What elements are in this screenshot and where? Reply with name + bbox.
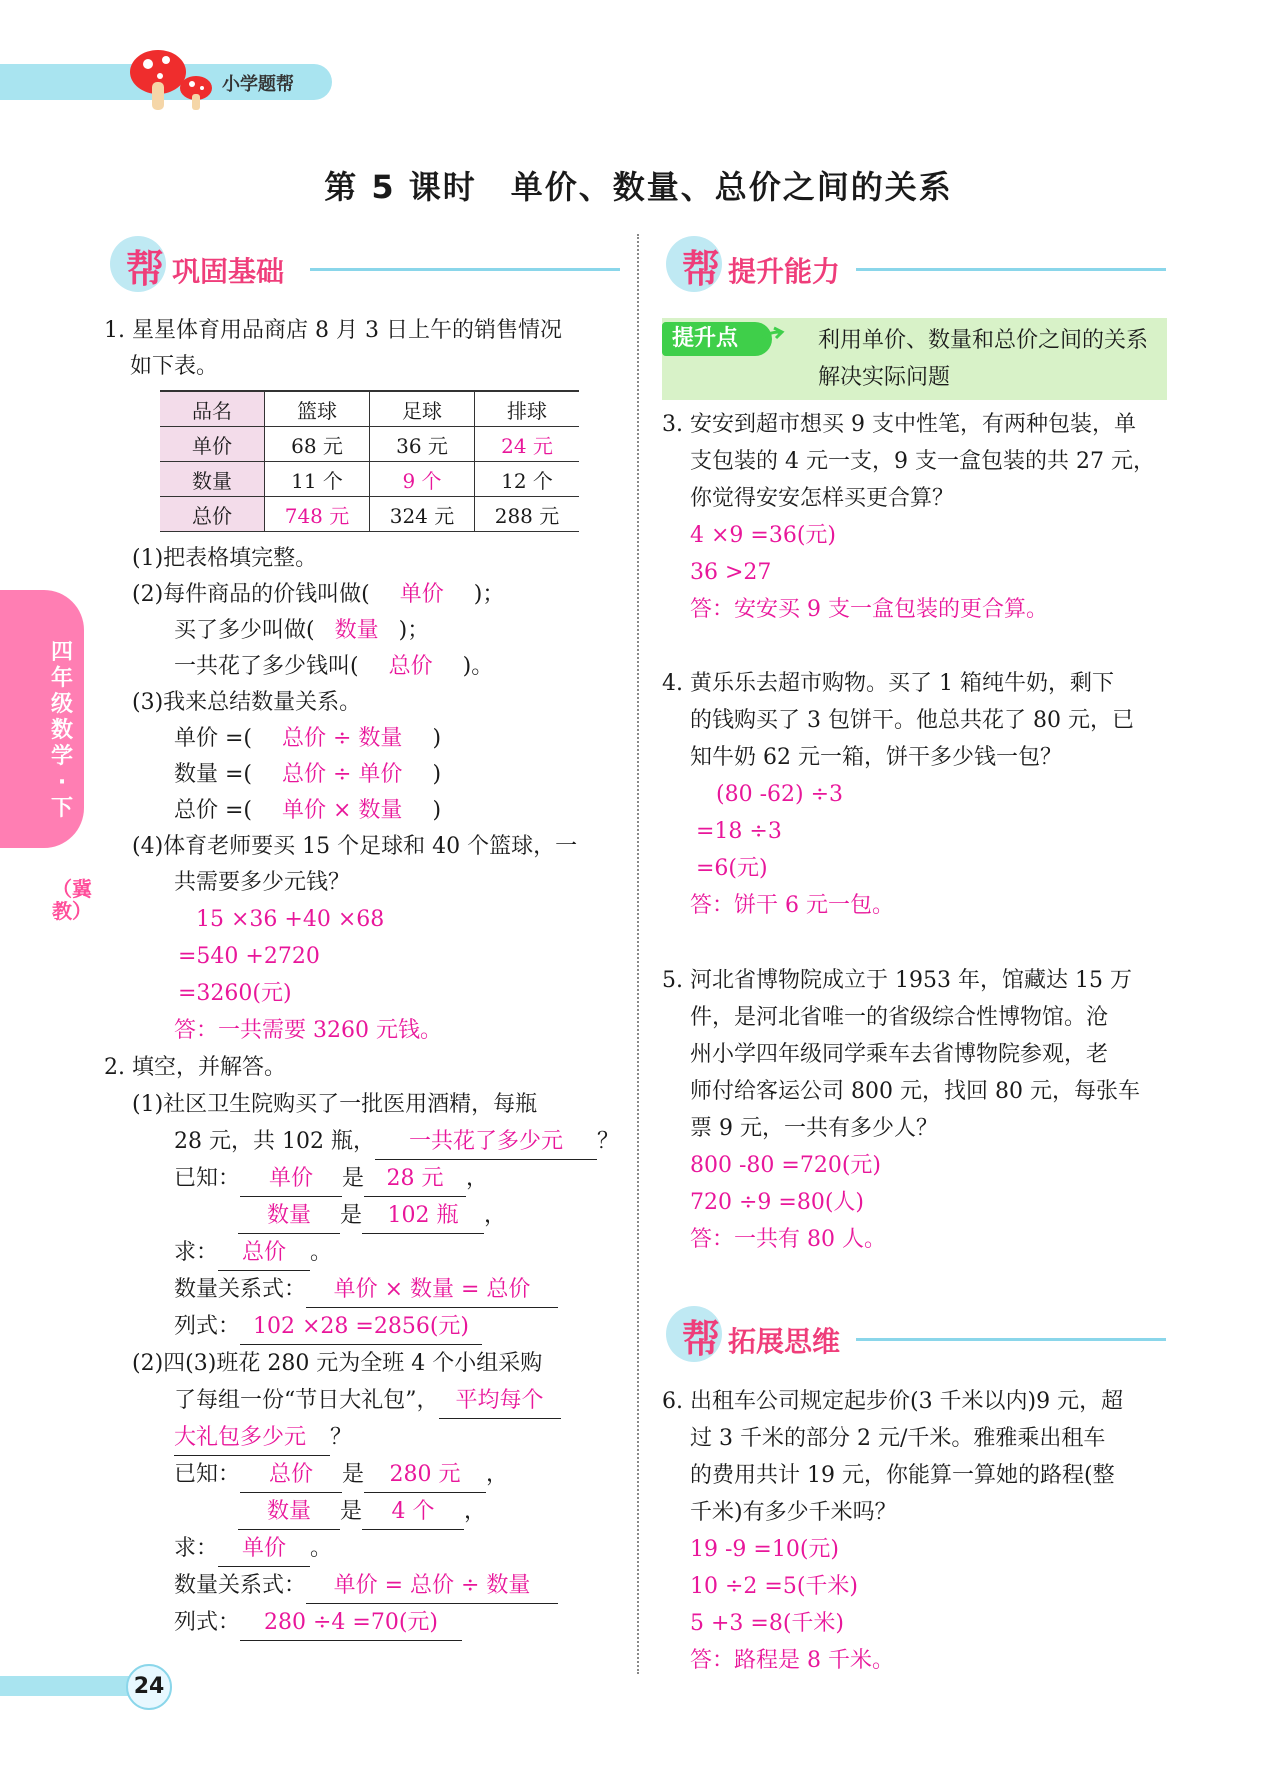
answer-line: 10 ÷2 =5(千米) (690, 1574, 859, 1599)
answer-text: 总价 ÷ 单价 (282, 762, 403, 787)
q1-part3-line2: 数量 =( 总价 ÷ 单价 ) (174, 762, 442, 787)
table-row (160, 427, 579, 462)
table-cell: 12 个 (475, 462, 580, 497)
sales-table (160, 390, 579, 532)
answer-blank: 单价 (218, 1532, 310, 1567)
q4-line: 知牛奶 62 元一箱，饼干多少钱一包？ (690, 745, 1062, 770)
answer-blank: 一共花了多少元 (375, 1125, 597, 1160)
answer-line: =18 ÷3 (696, 819, 782, 844)
q1-part4-line1: (4)体育老师要买 15 个足球和 40 个篮球，一 (132, 834, 578, 859)
q6-line: 千米)有多少千米吗？ (690, 1500, 897, 1525)
q1-part2-line3: 一共花了多少钱叫( 总价 )。 (174, 654, 494, 679)
answer-blank: 数量 (238, 1199, 340, 1234)
q5-line: 师付给客运公司 800 元，找回 80 元，每张车 (690, 1079, 1140, 1104)
table-cell-answer: 9 个 (370, 462, 475, 497)
column-divider (637, 234, 639, 1674)
answer-blank: 280 元 (364, 1458, 486, 1493)
table-row-label: 单价 (160, 427, 265, 462)
answer-line: 36 >27 (690, 560, 772, 585)
answer-line: =540 +2720 (178, 944, 320, 969)
section-divider (856, 268, 1166, 271)
answer-blank: 单价 (240, 1162, 342, 1197)
q6-line: 的费用共计 19 元，你能算一算她的路程(整 (690, 1463, 1115, 1488)
answer-line: 720 ÷9 =80(人) (690, 1190, 865, 1215)
answer-line: =6(元) (696, 856, 768, 881)
improvement-point-tag: 提升点 (662, 322, 772, 356)
answer-blank: 平均每个 (439, 1384, 561, 1419)
answer-blank: 102 瓶 (362, 1199, 484, 1234)
answer-line: 答：路程是 8 千米。 (690, 1648, 894, 1673)
answer-line: 15 ×36 +40 ×68 (196, 907, 385, 932)
q5-line: 票 9 元，一共有多少人？ (690, 1116, 938, 1141)
answer-line: 800 -80 =720(元) (690, 1153, 881, 1178)
improvement-point-text: 利用单价、数量和总价之间的关系解决实际问题 (818, 328, 1149, 390)
q2-part1-known1: 已知： 单价 是 28 元 ， (174, 1162, 488, 1197)
answer-blank: 总价 (240, 1458, 342, 1493)
answer-line: 答：饼干 6 元一包。 (690, 893, 894, 918)
q4-line: 4. 黄乐乐去超市购物。买了 1 箱纯牛奶，剩下 (662, 671, 1114, 696)
arrow-icon (752, 326, 786, 352)
answer-line: 4 ×9 =36(元) (690, 523, 837, 548)
q6-line: 6. 出租车公司规定起步价(3 千米以内)9 元，超 (662, 1389, 1124, 1414)
section-extend-title: 拓展思维 (728, 1325, 841, 1358)
q1-part2-line1: (2)每件商品的价钱叫做( 单价 )； (132, 582, 505, 607)
q1-stem-line2: 如下表。 (130, 354, 219, 379)
q1-part1: (1)把表格填完整。 (132, 546, 318, 571)
section-divider (310, 268, 620, 271)
q1-stem-line1: 1. 星星体育用品商店 8 月 3 日上午的销售情况 (104, 318, 562, 343)
q2-part1-known2: 数量 是 102 瓶 ， (238, 1199, 506, 1234)
q2-part1-relation: 数量关系式： 单价 × 数量 = 总价 (174, 1273, 558, 1308)
answer-text: 总价 ÷ 数量 (282, 726, 403, 751)
table-header-cell: 篮球 (265, 391, 370, 427)
answer-text: 单价 × 数量 (282, 798, 403, 823)
answer-line: =3260(元) (178, 981, 292, 1006)
side-grade-label: 四年级数学·下 (50, 640, 73, 821)
bang-label: 帮 (682, 247, 721, 291)
q2-part2-line3: 大礼包多少元 ？ (174, 1421, 352, 1456)
answer-blank: 28 元 (364, 1162, 466, 1197)
table-row (160, 462, 579, 497)
q5-line: 件，是河北省唯一的省级综合性博物馆。沧 (690, 1005, 1109, 1030)
q1-part2-line2: 买了多少叫做( 数量 )； (174, 618, 430, 643)
answer-line: 5 +3 =8(千米) (690, 1611, 845, 1636)
answer-blank: 大礼包多少元 (174, 1421, 330, 1456)
section-basic-title: 巩固基础 (172, 255, 285, 288)
section-extend-header (666, 1306, 1166, 1370)
answer-blank: 单价 = 总价 ÷ 数量 (306, 1569, 558, 1604)
q1-part3: (3)我来总结数量关系。 (132, 690, 362, 715)
answer-text: 单价 (399, 582, 444, 607)
q2-part2-find: 求： 单价 。 (174, 1532, 332, 1567)
table-cell: 11 个 (265, 462, 370, 497)
bang-label: 帮 (682, 1317, 721, 1361)
table-row-label: 总价 (160, 497, 265, 532)
answer-blank: 102 ×28 =2856(元) (240, 1310, 482, 1345)
q2-part1-calc: 列式： 102 ×28 =2856(元) (174, 1310, 482, 1345)
answer-blank: 4 个 (362, 1495, 464, 1530)
table-header-cell: 排球 (475, 391, 580, 427)
answer-blank: 单价 × 数量 = 总价 (306, 1273, 558, 1308)
q2-part2-line1: (2)四(3)班花 280 元为全班 4 个小组采购 (132, 1351, 543, 1376)
section-improve-title: 提升能力 (728, 255, 841, 288)
q6-line: 过 3 千米的部分 2 元/千米。雅雅乘出租车 (690, 1426, 1106, 1451)
q2-part2-known1: 已知： 总价 是 280 元 ， (174, 1458, 508, 1493)
answer-line: 答：一共需要 3260 元钱。 (174, 1018, 442, 1043)
table-cell: 36 元 (370, 427, 475, 462)
answer-blank: 数量 (238, 1495, 340, 1530)
table-row-label: 数量 (160, 462, 265, 497)
mushroom-icon (126, 42, 216, 114)
side-edition-label: （冀教） (52, 877, 92, 923)
q3-line: 你觉得安安怎样买更合算？ (690, 486, 955, 511)
table-cell: 68 元 (265, 427, 370, 462)
table-cell: 324 元 (370, 497, 475, 532)
page-number: 24 (126, 1664, 172, 1710)
q5-line: 州小学四年级同学乘车去省博物院参观，老 (690, 1042, 1109, 1067)
q3-line: 3. 安安到超市想买 9 支中性笔，有两种包装，单 (662, 412, 1136, 437)
q5-line: 5. 河北省博物院成立于 1953 年，馆藏达 15 万 (662, 968, 1132, 993)
q2-part2-known2: 数量 是 4 个 ， (238, 1495, 486, 1530)
answer-text: 总价 (388, 654, 433, 679)
table-header-cell: 品名 (160, 391, 265, 427)
q2-part2-calc: 列式： 280 ÷4 =70(元) (174, 1606, 462, 1641)
answer-text: 数量 (334, 618, 379, 643)
answer-line: 答：一共有 80 人。 (690, 1227, 886, 1252)
bang-label: 帮 (126, 247, 165, 291)
answer-line: 答：安安买 9 支一盒包装的更合算。 (690, 597, 1048, 622)
q2-stem: 2. 填空，并解答。 (104, 1055, 286, 1080)
q3-line: 支包装的 4 元一支，9 支一盒包装的共 27 元， (690, 449, 1155, 474)
answer-blank: 280 ÷4 =70(元) (240, 1606, 462, 1641)
q2-part2-line2: 了每组一份“节日大礼包”， 平均每个 (174, 1384, 561, 1419)
q2-part1-find: 求： 总价 。 (174, 1236, 332, 1271)
answer-line: (80 -62) ÷3 (716, 782, 844, 807)
answer-blank: 总价 (218, 1236, 310, 1271)
q1-part3-line1: 单价 =( 总价 ÷ 数量 ) (174, 726, 442, 751)
page-title: 第 5 课时 单价、数量、总价之间的关系 (324, 168, 953, 206)
section-basic-header (110, 236, 620, 300)
q1-part3-line3: 总价 =( 单价 × 数量 ) (174, 798, 442, 823)
table-cell-answer: 748 元 (265, 497, 370, 532)
table-cell-answer: 24 元 (475, 427, 580, 462)
brand-label: 小学题帮 (222, 74, 294, 95)
table-row (160, 497, 579, 532)
table-header-cell: 足球 (370, 391, 475, 427)
q1-part4-line2: 共需要多少元钱？ (174, 870, 351, 895)
q2-part2-relation: 数量关系式： 单价 = 总价 ÷ 数量 (174, 1569, 558, 1604)
answer-line: 19 -9 =10(元) (690, 1537, 840, 1562)
table-header-row (160, 391, 579, 427)
section-divider (856, 1338, 1166, 1341)
q2-part1-line2: 28 元，共 102 瓶， 一共花了多少元 ？ (174, 1125, 619, 1160)
q4-line: 的钱购买了 3 包饼干。他总共花了 80 元，已 (690, 708, 1134, 733)
q2-part1-line1: (1)社区卫生院购买了一批医用酒精，每瓶 (132, 1092, 538, 1117)
table-cell: 288 元 (475, 497, 580, 532)
section-improve-header (666, 236, 1166, 300)
